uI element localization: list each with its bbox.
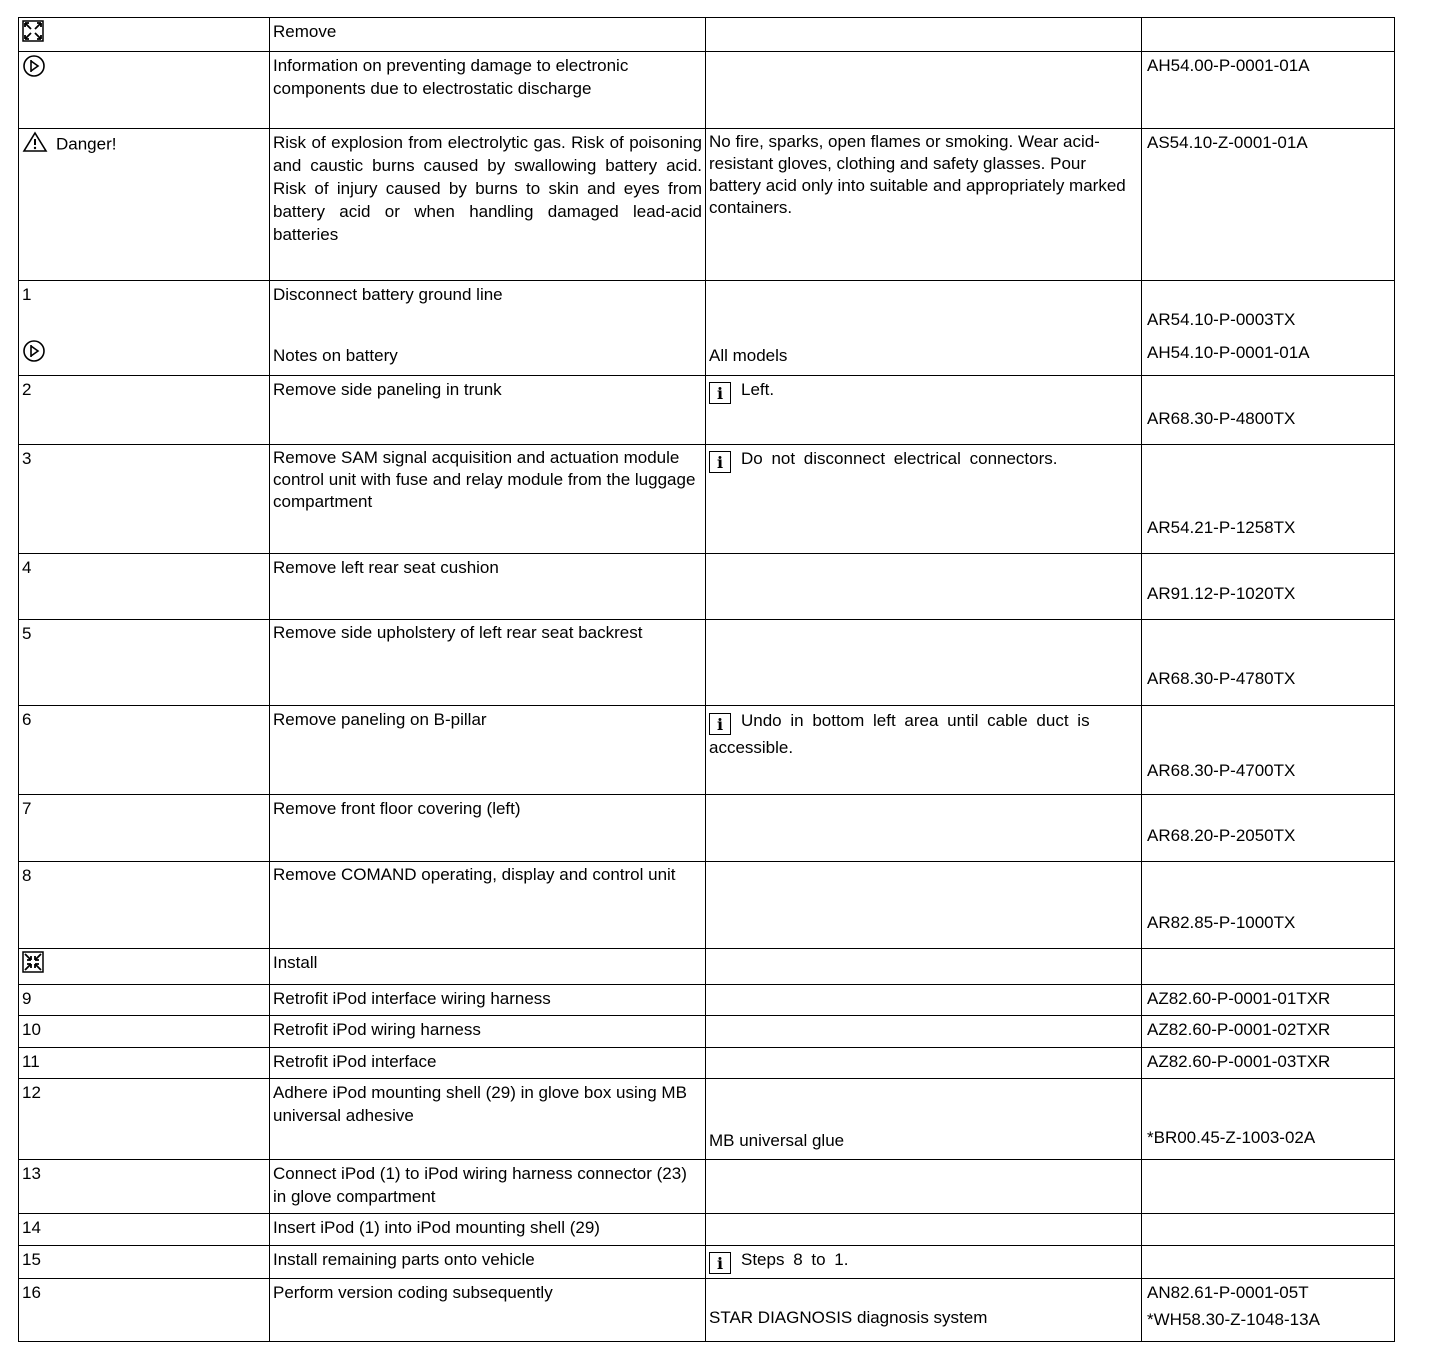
step-number: 12 [22,1083,41,1102]
table-row [19,1079,1395,1160]
step-label: Retrofit iPod interface [273,1052,437,1071]
remark: Undo in bottom left area until cable duct is accessible. [709,711,1090,757]
table-row [19,1214,1395,1246]
table-row [19,1246,1395,1279]
table-row [19,281,1395,376]
step-number: 16 [22,1283,41,1302]
reference-link[interactable]: AZ82.60-P-0001-02TXR [1147,1020,1331,1039]
step-number: 8 [22,866,32,885]
table-row [19,949,1395,985]
step-label: Install remaining parts onto vehicle [273,1250,535,1269]
step-label: Insert iPod (1) into iPod mounting shell (29) [273,1218,600,1237]
info-icon: i [709,713,731,735]
install-icon [22,951,44,979]
step-number: 1 [22,285,32,304]
table-row [19,1160,1395,1214]
step-label: Risk of explosion from electrolytic gas. Risk of poisoning and caustic burns caused by swallowing battery acid. Risk of injury caused by burns to skin and eyes from battery acid or when handling damaged lead-acid batteries [273,133,702,244]
warning-icon [22,131,48,159]
step-label: Remove [273,22,337,41]
table-row [19,376,1395,445]
table-row [19,129,1395,281]
note-icon [22,339,46,369]
reference-link[interactable]: *BR00.45-Z-1003-02A [1147,1128,1316,1147]
step-label: Remove side upholstery of left rear seat backrest [273,623,643,642]
step-label: Retrofit iPod wiring harness [273,1020,481,1039]
table-row [19,985,1395,1016]
table-row [19,1279,1395,1342]
remark: All models [709,346,788,365]
step-number: 13 [22,1164,41,1183]
reference-link[interactable]: AZ82.60-P-0001-03TXR [1147,1052,1331,1071]
table-row [19,1048,1395,1079]
reference-link[interactable]: AZ82.60-P-0001-01TXR [1147,989,1331,1008]
step-label: Connect iPod (1) to iPod wiring harness connector (23) in glove compartment [273,1164,687,1206]
table-row [19,445,1395,554]
step-number: 14 [22,1218,41,1237]
reference-link[interactable]: AR54.21-P-1258TX [1147,518,1296,537]
table-row [19,620,1395,706]
step-label: Information on preventing damage to electronic components due to electrostatic discharge [273,56,629,98]
step-sub-label: Notes on battery [273,346,398,365]
step-label: Remove left rear seat cushion [273,558,499,577]
step-label: Remove front floor covering (left) [273,799,521,818]
danger-label: Danger! [56,134,117,154]
table-row [19,1016,1395,1048]
step-number: 7 [22,799,32,818]
step-label: Install [273,953,318,972]
step-label: Retrofit iPod interface wiring harness [273,989,551,1008]
step-label: Adhere iPod mounting shell (29) in glove box using MB universal adhesive [273,1083,687,1125]
table-row [19,795,1395,862]
step-label: Remove paneling on B-pillar [273,710,487,729]
table-row [19,554,1395,620]
remark: Do not disconnect electrical connectors. [741,449,1058,468]
reference-link[interactable]: *WH58.30-Z-1048-13A [1147,1310,1320,1329]
step-number: 5 [22,624,32,643]
remove-icon [22,20,44,48]
reference-link[interactable]: AR68.30-P-4780TX [1147,669,1296,688]
step-number: 3 [22,449,32,468]
reference-link[interactable]: AR68.20-P-2050TX [1147,826,1296,845]
step-label: Perform version coding subsequently [273,1283,553,1302]
table-row [19,862,1395,949]
remark: MB universal glue [709,1131,845,1150]
step-number: 4 [22,558,32,577]
info-icon: i [709,1252,731,1274]
step-number: 9 [22,989,32,1008]
info-icon: i [709,382,731,404]
step-number: 2 [22,380,32,399]
table-row [19,52,1395,129]
reference-link[interactable]: AR68.30-P-4800TX [1147,409,1296,428]
reference-link[interactable]: AN82.61-P-0001-05T [1147,1283,1309,1302]
procedure-table [18,17,1395,1342]
reference-link[interactable]: AR68.30-P-4700TX [1147,761,1296,780]
reference-link[interactable]: AH54.00-P-0001-01A [1147,56,1310,75]
remark: No fire, sparks, open flames or smoking. Wear acid-resistant gloves, clothing and safety glasses. Pour battery acid only into suitable and appropriately marked containers. [709,132,1126,217]
reference-link[interactable]: AH54.10-P-0001-01A [1147,343,1310,362]
step-label: Remove side paneling in trunk [273,380,502,399]
reference-link[interactable]: AS54.10-Z-0001-01A [1147,133,1308,152]
step-label: Disconnect battery ground line [273,285,503,304]
remark: STAR DIAGNOSIS diagnosis system [709,1308,988,1327]
table-row [19,706,1395,795]
table-row [19,18,1395,52]
reference-link[interactable]: AR91.12-P-1020TX [1147,584,1296,603]
step-number: 6 [22,710,32,729]
step-label: Remove SAM signal acquisition and actuation module control unit with fuse and relay module from the luggage compartment [273,448,696,511]
step-number: 11 [22,1052,40,1071]
reference-link[interactable]: AR54.10-P-0003TX [1147,310,1296,329]
note-icon [22,54,46,84]
step-number: 15 [22,1250,41,1269]
remark: Steps 8 to 1. [741,1250,849,1269]
info-icon: i [709,451,731,473]
step-number: 10 [22,1020,41,1039]
reference-link[interactable]: AR82.85-P-1000TX [1147,913,1296,932]
remark: Left. [741,380,775,399]
step-label: Remove COMAND operating, display and control unit [273,865,676,884]
